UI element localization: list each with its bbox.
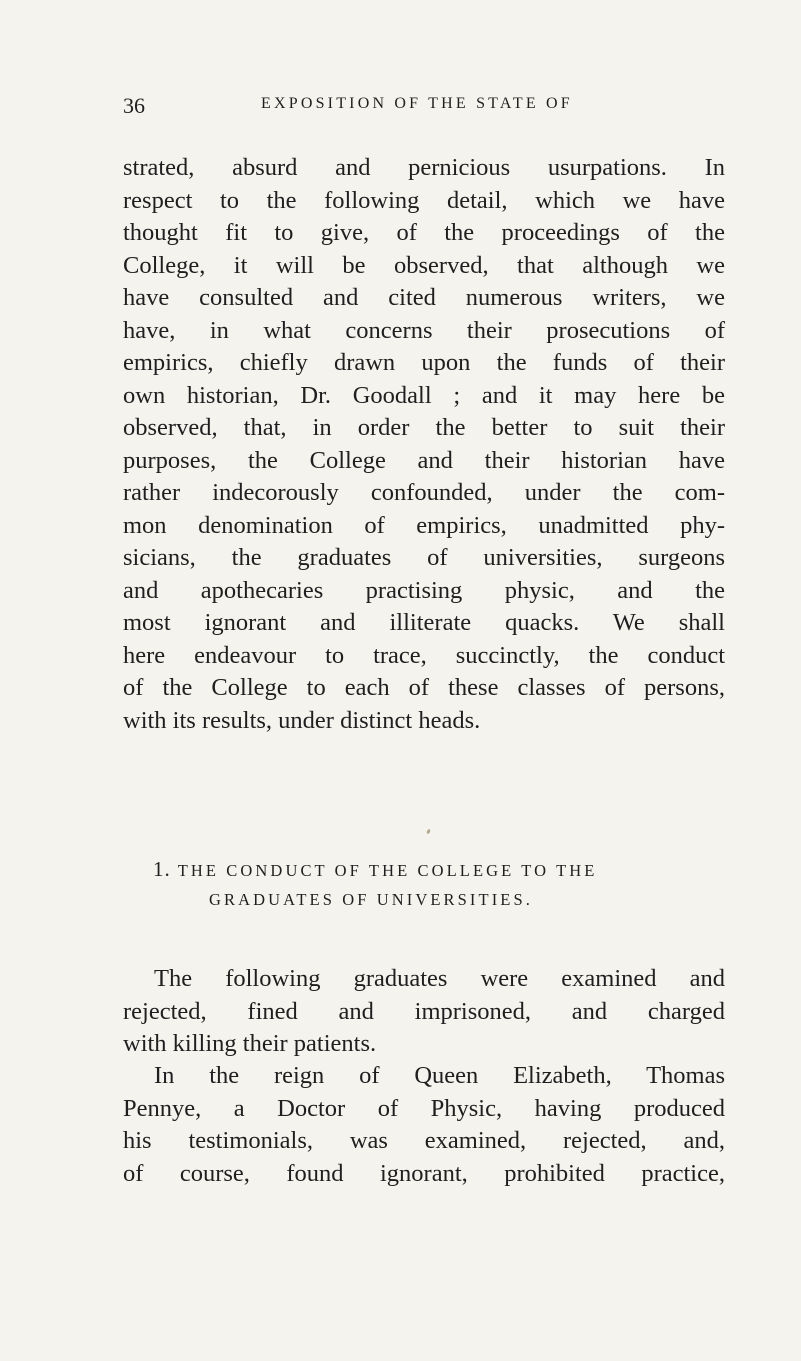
text-line: and apothecaries practising physic, and the [123, 576, 725, 604]
text-line: respect to the following detail, which we have [123, 186, 725, 214]
text-line: here endeavour to trace, succinctly, the conduct [123, 641, 725, 669]
section-heading [123, 853, 725, 915]
text-line: have consulted and cited numerous writers, we [123, 284, 725, 311]
text-line: empirics, chiefly drawn upon the funds of their [123, 349, 725, 376]
text-line: strated, absurd and pernicious usurpations. In [123, 154, 725, 181]
page-number: 36 [123, 93, 145, 118]
text-line: College, it will be observed, that although we [123, 251, 725, 279]
paragraph-2 [123, 963, 725, 1061]
running-head [123, 93, 723, 121]
running-head-title: EXPOSITION OF THE STATE OF [261, 95, 573, 112]
text-line: of the College to each of these classes of persons, [123, 674, 725, 701]
text-line: purposes, the College and their historian have [123, 446, 725, 474]
text-line: rejected, fined and imprisoned, and charged [123, 997, 725, 1025]
text-line: The following graduates were examined and [154, 965, 725, 992]
section-heading-line-2: GRADUATES OF UNIVERSITIES. [209, 890, 533, 909]
text-line: sicians, the graduates of universities, surgeons [123, 544, 725, 571]
paragraph-3 [123, 1060, 725, 1190]
text-line: In the reign of Queen Elizabeth, Thomas [154, 1062, 725, 1089]
text-line: with its results, under distinct heads. [123, 706, 481, 734]
text-line: mon denomination of empirics, unadmitted phy- [123, 511, 725, 539]
text-line: own historian, Dr. Goodall ; and it may here be [123, 381, 725, 409]
text-line: most ignorant and illiterate quacks. We shall [123, 609, 725, 636]
section-number: 1. [153, 857, 171, 881]
text-line: thought fit to give, of the proceedings of the [123, 219, 725, 246]
print-speck [426, 829, 431, 835]
text-line: with killing their patients. [123, 1030, 377, 1057]
text-line: of course, found ignorant, prohibited practice, [123, 1159, 725, 1187]
text-line: observed, that, in order the better to suit their [123, 414, 725, 441]
text-line: Pennye, a Doctor of Physic, having produced [123, 1094, 725, 1122]
paragraph-1 [123, 152, 725, 737]
text-line: have, in what concerns their prosecutions of [123, 316, 725, 344]
section-heading-line-1 [123, 853, 725, 885]
text-line: rather indecorously confounded, under the com- [123, 479, 725, 506]
section-heading-text: THE CONDUCT OF THE COLLEGE TO THE [177, 861, 598, 880]
text-line: his testimonials, was examined, rejected, and, [123, 1127, 725, 1154]
